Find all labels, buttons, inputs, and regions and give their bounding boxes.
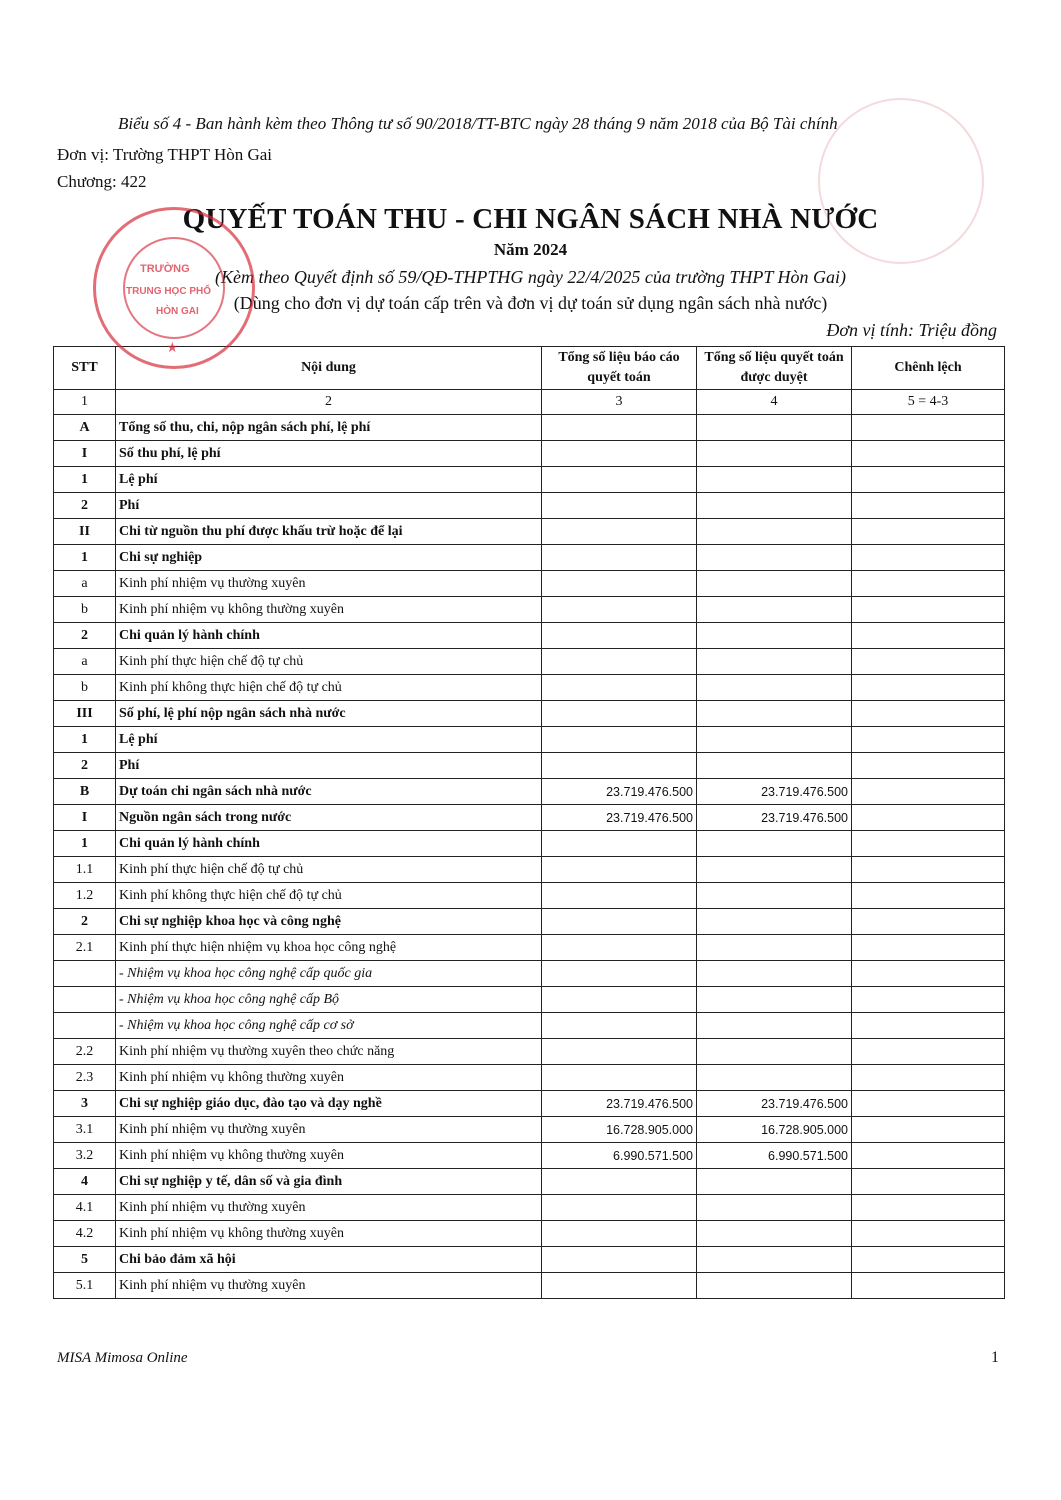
row-approved-amount [697,493,852,519]
row-content: Chi sự nghiệp giáo dục, đào tạo và dạy nghề [116,1091,542,1117]
table-row [54,805,1005,831]
column-header-approved: Tổng số liệu quyết toán được duyệt [697,347,852,390]
table-row [54,1273,1005,1299]
row-reported-amount [542,441,697,467]
row-content: Kinh phí không thực hiện chế độ tự chủ [116,883,542,909]
row-stt: 1 [54,727,116,753]
row-stt: 2 [54,493,116,519]
row-reported-amount [542,1247,697,1273]
row-reported-amount [542,857,697,883]
row-stt: 4 [54,1169,116,1195]
row-approved-amount: 16.728.905.000 [697,1117,852,1143]
report-year: Năm 2024 [493,240,568,259]
row-difference [852,727,1005,753]
column-header-content: Nội dung [116,347,542,390]
row-difference [852,1013,1005,1039]
row-content: Số thu phí, lệ phí [116,441,542,467]
row-stt: B [54,779,116,805]
table-row [54,883,1005,909]
table-row [54,675,1005,701]
row-difference [852,623,1005,649]
currency-unit: Đơn vị tính: Triệu đồng [826,320,997,340]
row-approved-amount [697,1039,852,1065]
row-stt: A [54,415,116,441]
row-difference [852,597,1005,623]
row-stt: 5 [54,1247,116,1273]
row-approved-amount [697,883,852,909]
row-reported-amount [542,1065,697,1091]
row-difference [852,831,1005,857]
row-content: Kinh phí nhiệm vụ thường xuyên theo chức năng [116,1039,542,1065]
row-reported-amount: 16.728.905.000 [542,1117,697,1143]
row-approved-amount [697,857,852,883]
table-row [54,909,1005,935]
row-approved-amount: 6.990.571.500 [697,1143,852,1169]
table-row [54,961,1005,987]
row-content: Lệ phí [116,727,542,753]
row-content: Kinh phí nhiệm vụ thường xuyên [116,571,542,597]
table-row [54,831,1005,857]
row-approved-amount: 23.719.476.500 [697,805,852,831]
row-difference [852,1247,1005,1273]
row-stt: 1.1 [54,857,116,883]
unit-name: Đơn vị: Trường THPT Hòn Gai [57,145,273,164]
table-row [54,545,1005,571]
table-row [54,1195,1005,1221]
table-row [54,571,1005,597]
row-reported-amount: 6.990.571.500 [542,1143,697,1169]
row-content: Nguồn ngân sách trong nước [116,805,542,831]
row-stt: III [54,701,116,727]
row-approved-amount [697,571,852,597]
row-reported-amount: 23.719.476.500 [542,779,697,805]
row-reported-amount [542,935,697,961]
table-row [54,649,1005,675]
budget-settlement-table [53,346,1005,1299]
row-reported-amount [542,753,697,779]
row-reported-amount [542,961,697,987]
row-reported-amount: 23.719.476.500 [542,805,697,831]
row-approved-amount [697,753,852,779]
column-header-reported: Tổng số liệu báo cáo quyết toán [542,347,697,390]
row-approved-amount: 23.719.476.500 [697,779,852,805]
row-content: Kinh phí nhiệm vụ không thường xuyên [116,1065,542,1091]
row-content: Kinh phí không thực hiện chế độ tự chủ [116,675,542,701]
column-header-stt: STT [54,347,116,390]
table-header-row [54,347,1005,390]
row-difference [852,649,1005,675]
row-stt: 2.1 [54,935,116,961]
svg-text:TRƯỜNG: TRƯỜNG [140,263,190,275]
table-row [54,623,1005,649]
circular-reference-note: Biểu số 4 - Ban hành kèm theo Thông tư số 90/2018/TT-BTC ngày 28 tháng 9 năm 2018 của Bộ Tài chính [118,114,838,133]
row-approved-amount [697,1013,852,1039]
row-stt: 2 [54,909,116,935]
row-content: Tổng số thu, chi, nộp ngân sách phí, lệ phí [116,415,542,441]
row-content: Số phí, lệ phí nộp ngân sách nhà nước [116,701,542,727]
table-row [54,1013,1005,1039]
row-reported-amount [542,1273,697,1299]
row-approved-amount [697,623,852,649]
row-reported-amount [542,909,697,935]
row-content: Dự toán chi ngân sách nhà nước [116,779,542,805]
table-row [54,1143,1005,1169]
table-row [54,1247,1005,1273]
row-reported-amount [542,597,697,623]
software-footer: MISA Mimosa Online [57,1350,188,1366]
row-approved-amount [697,935,852,961]
row-stt [54,961,116,987]
row-reported-amount [542,649,697,675]
table-row [54,415,1005,441]
table-row [54,1117,1005,1143]
column-index-row [54,390,1005,415]
row-reported-amount [542,1221,697,1247]
row-content: - Nhiệm vụ khoa học công nghệ cấp Bộ [116,987,542,1013]
row-difference [852,415,1005,441]
row-difference [852,909,1005,935]
row-approved-amount [697,597,852,623]
row-reported-amount [542,987,697,1013]
row-reported-amount [542,675,697,701]
row-difference [852,1273,1005,1299]
table-row [54,441,1005,467]
row-stt [54,987,116,1013]
row-content: Chi quản lý hành chính [116,623,542,649]
row-content: Kinh phí thực hiện nhiệm vụ khoa học công nghệ [116,935,542,961]
row-content: Lệ phí [116,467,542,493]
row-approved-amount [697,441,852,467]
row-approved-amount: 23.719.476.500 [697,1091,852,1117]
row-stt: 4.2 [54,1221,116,1247]
row-stt: 1 [54,831,116,857]
row-stt: 3 [54,1091,116,1117]
row-approved-amount [697,961,852,987]
row-stt: I [54,805,116,831]
row-stt: 4.1 [54,1195,116,1221]
chapter-code: Chương: 422 [57,172,147,191]
row-difference [852,883,1005,909]
row-reported-amount [542,1169,697,1195]
row-content: Phí [116,753,542,779]
row-content: Chi quản lý hành chính [116,831,542,857]
row-difference [852,805,1005,831]
row-difference [852,961,1005,987]
row-reported-amount [542,623,697,649]
row-approved-amount [697,415,852,441]
svg-text:★: ★ [166,341,179,356]
table-row [54,1065,1005,1091]
row-content: Kinh phí nhiệm vụ thường xuyên [116,1273,542,1299]
row-difference [852,935,1005,961]
row-reported-amount [542,519,697,545]
table-row [54,1091,1005,1117]
row-difference [852,571,1005,597]
row-stt: 3.2 [54,1143,116,1169]
row-stt: 1.2 [54,883,116,909]
column-index: 5 = 4-3 [852,390,1005,415]
page-number: 1 [991,1349,999,1366]
row-difference [852,467,1005,493]
row-content: Kinh phí nhiệm vụ không thường xuyên [116,1143,542,1169]
row-approved-amount [697,1195,852,1221]
row-difference [852,1065,1005,1091]
row-stt [54,1013,116,1039]
row-content: - Nhiệm vụ khoa học công nghệ cấp quốc gia [116,961,542,987]
row-approved-amount [697,545,852,571]
row-stt: b [54,675,116,701]
table-row [54,597,1005,623]
row-approved-amount [697,467,852,493]
row-reported-amount: 23.719.476.500 [542,1091,697,1117]
row-reported-amount [542,493,697,519]
row-stt: 2.3 [54,1065,116,1091]
row-reported-amount [542,727,697,753]
row-difference [852,1117,1005,1143]
row-approved-amount [697,1221,852,1247]
row-content: Chi sự nghiệp khoa học và công nghệ [116,909,542,935]
row-difference [852,1091,1005,1117]
column-index: 2 [116,390,542,415]
row-stt: II [54,519,116,545]
svg-text:TRUNG HỌC PHỔ: TRUNG HỌC PHỔ [126,286,211,297]
table-row [54,519,1005,545]
row-content: Phí [116,493,542,519]
column-header-difference: Chênh lệch [852,347,1005,390]
usage-note: (Dùng cho đơn vị dự toán cấp trên và đơn vị dự toán sử dụng ngân sách nhà nước) [233,293,828,313]
row-content: Kinh phí nhiệm vụ không thường xuyên [116,1221,542,1247]
row-difference [852,1143,1005,1169]
row-reported-amount [542,1039,697,1065]
row-approved-amount [697,649,852,675]
table-row [54,467,1005,493]
row-approved-amount [697,675,852,701]
row-stt: b [54,597,116,623]
table-row [54,935,1005,961]
row-stt: 1 [54,467,116,493]
page-title: QUYẾT TOÁN THU - CHI NGÂN SÁCH NHÀ NƯỚC [182,203,879,235]
table-row [54,493,1005,519]
row-approved-amount [697,909,852,935]
row-difference [852,701,1005,727]
table-row [54,1221,1005,1247]
row-approved-amount [697,701,852,727]
row-approved-amount [697,1273,852,1299]
row-content: Chi từ nguồn thu phí được khấu trừ hoặc để lại [116,519,542,545]
row-stt: a [54,649,116,675]
table-row [54,857,1005,883]
table-row [54,987,1005,1013]
column-index: 3 [542,390,697,415]
row-difference [852,1169,1005,1195]
row-content: Kinh phí nhiệm vụ không thường xuyên [116,597,542,623]
row-stt: a [54,571,116,597]
table-row [54,727,1005,753]
row-stt: 1 [54,545,116,571]
row-difference [852,779,1005,805]
row-difference [852,519,1005,545]
row-approved-amount [697,1247,852,1273]
table-row [54,753,1005,779]
svg-text:HÒN GAI: HÒN GAI [156,306,199,317]
row-reported-amount [542,415,697,441]
row-approved-amount [697,727,852,753]
row-reported-amount [542,545,697,571]
row-reported-amount [542,571,697,597]
row-stt: 2 [54,623,116,649]
row-difference [852,753,1005,779]
row-stt: I [54,441,116,467]
row-reported-amount [542,1013,697,1039]
table-row [54,1039,1005,1065]
row-difference [852,675,1005,701]
row-difference [852,545,1005,571]
row-approved-amount [697,987,852,1013]
row-content: Kinh phí nhiệm vụ thường xuyên [116,1117,542,1143]
row-approved-amount [697,1169,852,1195]
row-content: Chi sự nghiệp [116,545,542,571]
row-stt: 2 [54,753,116,779]
row-content: Kinh phí thực hiện chế độ tự chủ [116,857,542,883]
row-approved-amount [697,831,852,857]
row-difference [852,857,1005,883]
decision-reference: (Kèm theo Quyết định số 59/QĐ-THPTHG ngày 22/4/2025 của trường THPT Hòn Gai) [214,267,847,287]
row-reported-amount [542,831,697,857]
row-difference [852,1195,1005,1221]
row-reported-amount [542,467,697,493]
row-difference [852,987,1005,1013]
table-row [54,701,1005,727]
row-content: Kinh phí nhiệm vụ thường xuyên [116,1195,542,1221]
row-difference [852,493,1005,519]
table-row [54,1169,1005,1195]
row-stt: 5.1 [54,1273,116,1299]
row-content: Chi bảo đảm xã hội [116,1247,542,1273]
row-approved-amount [697,519,852,545]
row-stt: 3.1 [54,1117,116,1143]
row-reported-amount [542,701,697,727]
table-row [54,779,1005,805]
column-index: 1 [54,390,116,415]
column-index: 4 [697,390,852,415]
row-stt: 2.2 [54,1039,116,1065]
row-difference [852,1039,1005,1065]
row-content: - Nhiệm vụ khoa học công nghệ cấp cơ sở [116,1013,542,1039]
row-difference [852,1221,1005,1247]
row-reported-amount [542,1195,697,1221]
row-approved-amount [697,1065,852,1091]
row-reported-amount [542,883,697,909]
row-difference [852,441,1005,467]
row-content: Chi sự nghiệp y tế, dân số và gia đình [116,1169,542,1195]
row-content: Kinh phí thực hiện chế độ tự chủ [116,649,542,675]
